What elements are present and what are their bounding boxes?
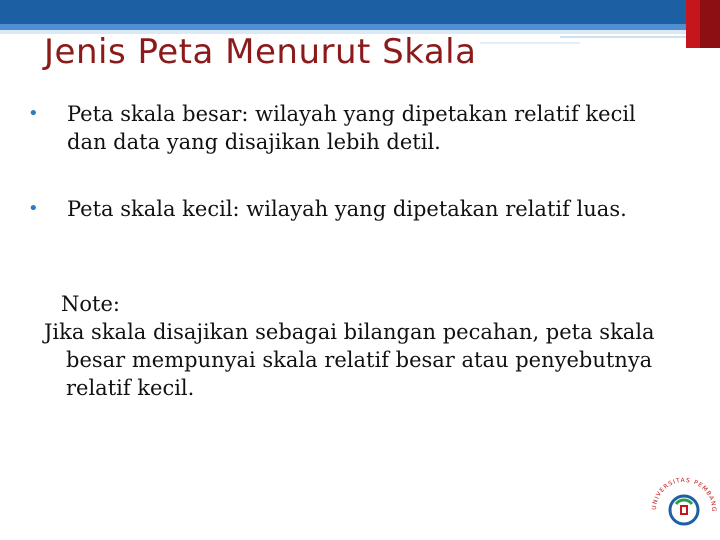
bullet-marker: • bbox=[28, 103, 39, 124]
bullet-marker: • bbox=[28, 198, 39, 219]
bullet-text: Peta skala kecil: wilayah yang dipetakan relatif luas. bbox=[67, 197, 627, 221]
bullet-text: Peta skala besar: wilayah yang dipetakan relatif kecil dan data yang disajikan lebih detil. bbox=[67, 102, 636, 154]
note-block bbox=[44, 290, 664, 402]
top-dark-red-band bbox=[700, 0, 720, 48]
note-text: Jika skala disajikan sebagai bilangan pecahan, peta skala besar mempunyai skala relatif besar atau penyebutnya relatif kecil. bbox=[44, 320, 655, 400]
note-label: Note: bbox=[61, 292, 120, 316]
decorative-rule bbox=[480, 42, 580, 44]
university-logo-icon bbox=[646, 462, 720, 540]
bullet-item bbox=[28, 195, 668, 223]
top-blue-band bbox=[0, 0, 686, 24]
decorative-rule bbox=[560, 36, 686, 38]
logo-text: UNIVERSITAS PEMBANG bbox=[650, 476, 718, 513]
slide-title: Jenis Peta Menurut Skala bbox=[44, 32, 477, 72]
bullet-item bbox=[28, 100, 668, 156]
